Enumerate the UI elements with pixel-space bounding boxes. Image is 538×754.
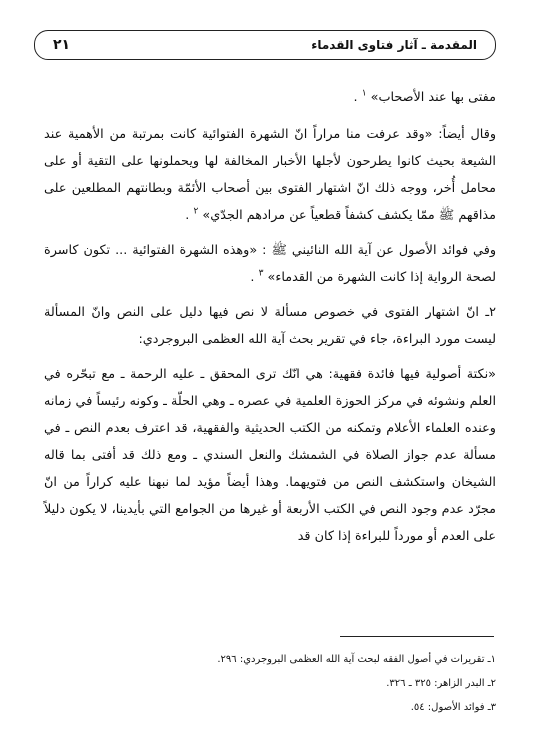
paragraph-4 xyxy=(44,299,496,353)
body-text xyxy=(44,84,496,558)
paragraph-end: . xyxy=(185,208,190,223)
paragraph-1 xyxy=(44,84,496,111)
page-number: ٢١ xyxy=(53,37,71,53)
paragraph-end: . xyxy=(250,270,255,285)
footnote-ref: ٢ xyxy=(193,206,199,217)
running-title: المقدمة ـ آثار فتاوى القدماء xyxy=(311,38,477,52)
paragraph-5 xyxy=(44,361,496,550)
footnote-3: ٣ـ فوائد الأصول: ٥٤. xyxy=(410,702,496,713)
paragraph-text: مفتى بها عند الأصحاب» xyxy=(370,90,496,105)
paragraph-3 xyxy=(44,237,496,291)
footnote-ref: ٣ xyxy=(258,268,264,279)
footnote-2: ٢ـ البدر الزاهر: ٣٢٥ ـ ٣٢٦. xyxy=(386,678,496,689)
paragraph-2 xyxy=(44,121,496,229)
paragraph-text: «نكتة أصولية فيها فائدة فقهية: هي انّك ترى المحقق ـ عليه الرحمة ـ مع تبحّره في العلم ونشوئه في مركز الحوزة العلمية في عصره ـ وهي الحلّة ـ وكونه رئيساً في زمانه وعنده العلماء الأعلام وتمكنه من الكتب الحديثية والفقهية، قد اعترف بعدم النص ـ في مسألة عدم جواز الصلاة في الشمشك والنعل السندي ـ ومع ذلك قد أفتى بما قاله الشيخان واستكشف النص من فتويهما. وهذا أيضاً مؤيد لما نبهنا عليه كراراً من انّ مجرّد عدم وجود النص في الكتب الأربعة أو غيرها من الجوامع التي بأيدينا، لا يكون دليلاً على العدم أو مورداً للبراءة إذا كان قد xyxy=(44,367,496,544)
paragraph-text: وقال أيضاً: «وقد عرفت منا مراراً انّ الشهرة الفتوائية كانت بمرتبة من الأهمية عند الشيعة بحيث كانوا يطرحون لأجلها الأخبار المخالفة لها ويحملونها على التقية أو على محامل أُخر، ووجه ذلك انّ اشتهار الفتوى بين أصحاب الأئمّة وبطانتهم المطلعين على مذاقهم ﷺ ممّا يكشف كشفاً قطعياً عن مرادهم الجدّي» xyxy=(44,127,496,223)
footnote-divider xyxy=(340,636,494,637)
footnote-ref: ١ xyxy=(361,88,367,99)
paragraph-end: . xyxy=(353,90,358,105)
page-header xyxy=(34,30,496,60)
paragraph-text: وفي فوائد الأصول عن آية الله النائيني ﷺ : «وهذه الشهرة الفتوائية ... تكون كاسرة لصحة الرواية إذا كانت الشهرة من القدماء» xyxy=(44,243,496,285)
footnotes xyxy=(44,648,496,720)
footnote-1: ١ـ تقريرات في أصول الفقه لبحث آية الله العظمى البروجردي: ٢٩٦. xyxy=(217,654,496,665)
paragraph-text: ٢ـ انّ اشتهار الفتوى في خصوص مسألة لا نص فيها دليل على النص وانّ المسألة ليست مورد البراءة، جاء في تقرير بحث آية الله العظمى البروجردي: xyxy=(44,305,496,347)
